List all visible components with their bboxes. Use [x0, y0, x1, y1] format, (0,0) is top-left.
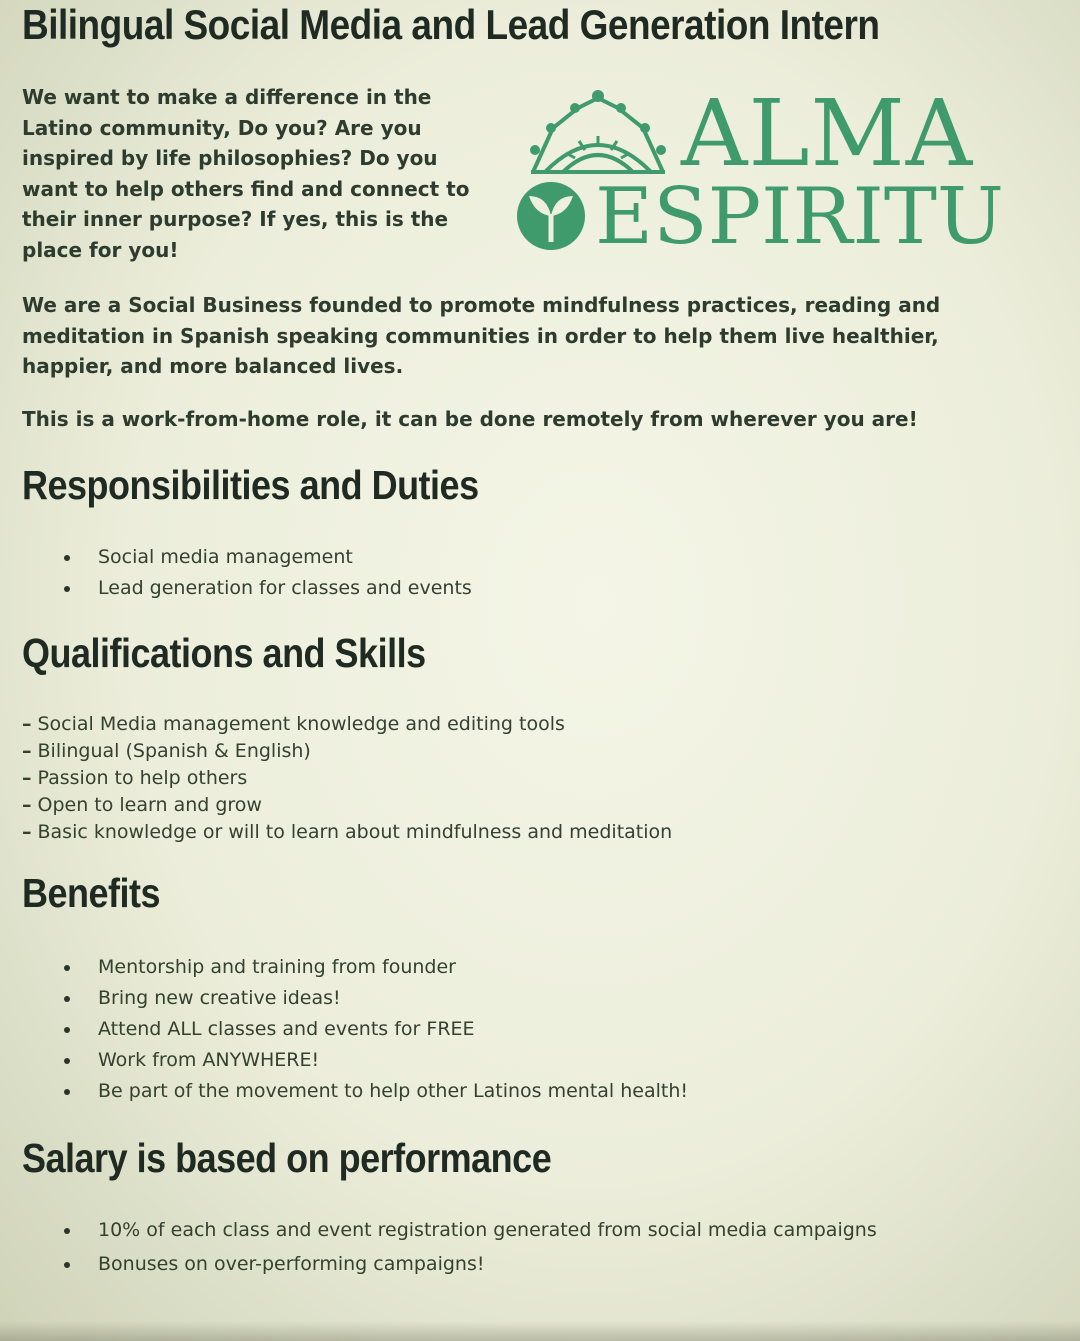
salary-list	[64, 1215, 998, 1280]
list-item: Lead generation for classes and events	[64, 573, 472, 604]
salary-heading: Salary is based on performance	[22, 1135, 552, 1181]
bullet-icon	[64, 996, 70, 1002]
about-paragraph: We are a Social Business founded to promote mindfulness practices, reading and meditation in Spanish speaking communities in order to help them live healthier, happier, and more balanced lives.	[22, 293, 941, 378]
logo-wordmark-alma: ALMA	[681, 80, 974, 187]
alma-espiritu-logo	[515, 80, 1025, 262]
list-item: – Bilingual (Spanish & English)	[22, 740, 311, 762]
list-item: Bring new creative ideas!	[64, 983, 688, 1014]
bullet-icon	[64, 965, 70, 971]
bullet-icon	[64, 586, 70, 592]
mandala-arch-icon	[523, 88, 673, 180]
list-item: Mentorship and training from founder	[64, 952, 688, 983]
bullet-icon	[64, 1228, 70, 1234]
list-item: – Passion to help others	[22, 767, 248, 789]
list-item: – Social Media management knowledge and editing tools	[22, 713, 565, 735]
responsibilities-heading: Responsibilities and Duties	[22, 462, 479, 508]
list-item: – Open to learn and grow	[22, 794, 262, 816]
benefits-heading: Benefits	[22, 870, 161, 916]
responsibilities-list	[64, 542, 472, 604]
list-item: Social media management	[64, 542, 472, 573]
list-item: 10% of each class and event registration generated from social media campaigns	[64, 1215, 998, 1245]
page-edge-shadow	[0, 1321, 1080, 1341]
bullet-icon	[64, 1089, 70, 1095]
list-item: – Basic knowledge or will to learn about mindfulness and meditation	[22, 821, 673, 843]
bullet-icon	[64, 1262, 70, 1268]
list-item: Bonuses on over-performing campaigns!	[64, 1249, 998, 1280]
list-item: Attend ALL classes and events for FREE	[64, 1014, 688, 1045]
qualifications-heading: Qualifications and Skills	[22, 630, 426, 676]
intro-paragraph: We want to make a difference in the Latino community, Do you? Are you inspired by life philosophies? Do you want to help others find and connect to their inner purpose? If yes, this is the place for you!	[22, 85, 470, 262]
list-item: Be part of the movement to help other Latinos mental health!	[64, 1076, 688, 1107]
logo-wordmark-espiritu: ESPIRITU	[595, 172, 1004, 262]
benefits-list	[64, 952, 688, 1107]
job-title: Bilingual Social Media and Lead Generation Intern	[22, 2, 880, 48]
bullet-icon	[64, 1058, 70, 1064]
bullet-icon	[64, 1027, 70, 1033]
bullet-icon	[64, 555, 70, 561]
list-item: Work from ANYWHERE!	[64, 1045, 688, 1076]
qualifications-list	[22, 711, 672, 846]
leaf-circle-icon	[515, 180, 587, 252]
remote-paragraph: This is a work-from-home role, it can be done remotely from wherever you are!	[22, 407, 918, 431]
